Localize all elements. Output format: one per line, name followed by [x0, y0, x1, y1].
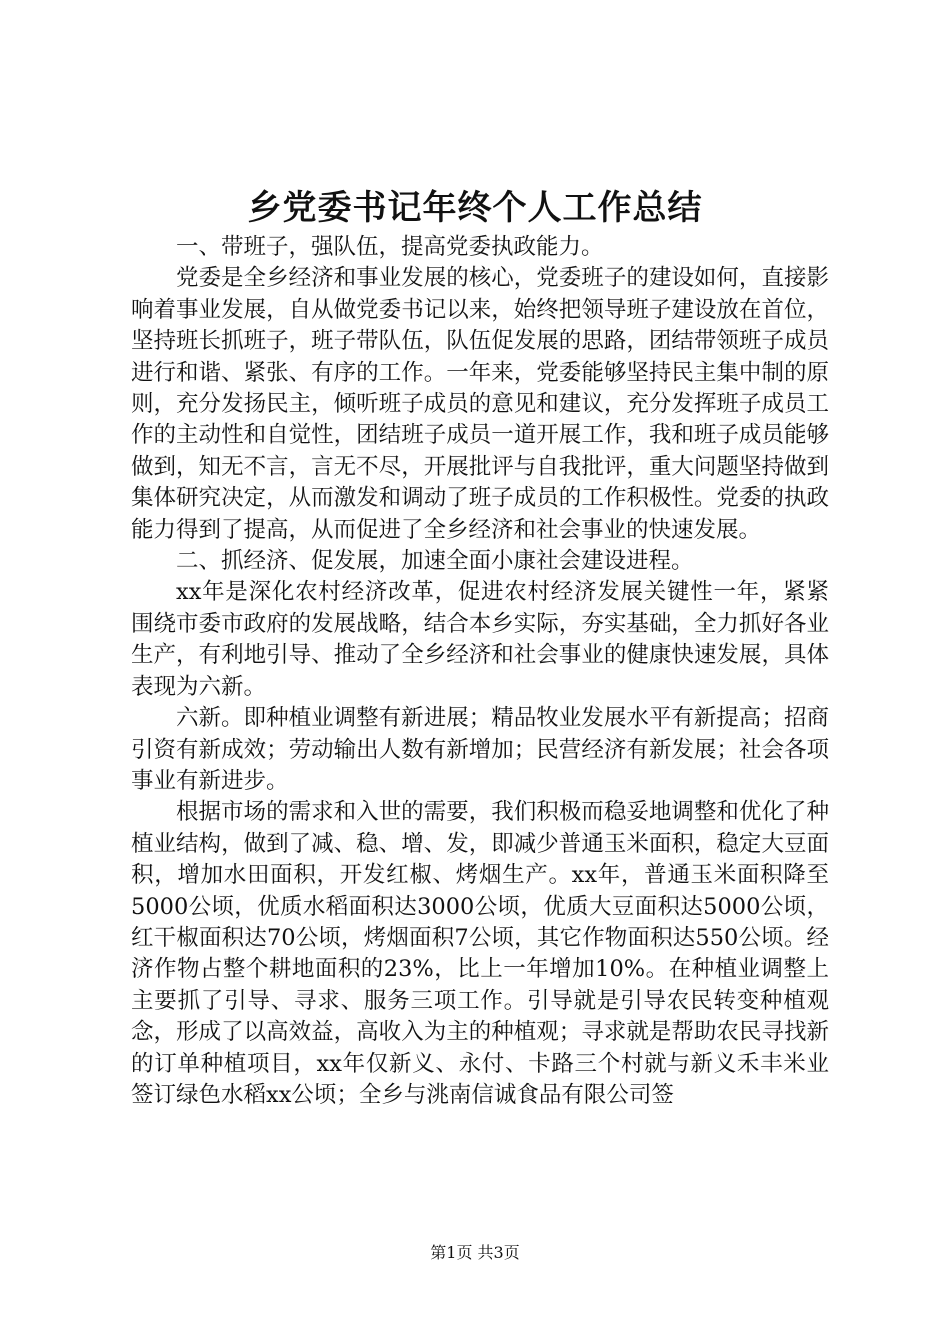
- body-paragraph: 六新。即种植业调整有新进展；精品牧业发展水平有新提高；招商引资有新成效；劳动输出人数有新增加；民营经济有新发展；社会各项事业有新进步。: [131, 705, 829, 794]
- body-paragraph: 根据市场的需求和入世的需要，我们积极而稳妥地调整和优化了种植业结构，做到了减、稳、增、发，即减少普通玉米面积，稳定大豆面积，增加水田面积，开发红椒、烤烟生产。xx年，普通玉米面积降至5000公顷，优质水稻面积达3000公顷，优质大豆面积达5000公顷，红干椒面积达70公顷，烤烟面积7公顷，其它作物面积达550公顷。经济作物占整个耕地面积的23%，比上一年增加10%。在种植业调整上主要抓了引导、寻求、服务三项工作。引导就是引导农民转变种植观念，形成了以高效益，高收入为主的种植观；寻求就是帮助农民寻找新的订单种植项目，xx年仅新义、永付、卡路三个村就与新义禾丰米业签订绿色水稻xx公顷；全乡与洮南信诚食品有限公司签: [131, 799, 829, 1108]
- body-paragraph: 党委是全乡经济和事业发展的核心，党委班子的建设如何，直接影响着事业发展，自从做党委书记以来，始终把领导班子建设放在首位，坚持班长抓班子，班子带队伍，队伍促发展的思路，团结带领班子成员进行和谐、紧张、有序的工作。一年来，党委能够坚持民主集中制的原则，充分发扬民主，倾听班子成员的意见和建议，充分发挥班子成员工作的主动性和自觉性，团结班子成员一道开展工作，我和班子成员能够做到，知无不言，言无不尽，开展批评与自我批评，重大问题坚持做到集体研究决定，从而激发和调动了班子成员的工作积极性。党委的执政能力得到了提高，从而促进了全乡经济和社会事业的快速发展。: [131, 265, 829, 543]
- body-paragraph: xx年是深化农村经济改革，促进农村经济发展关键性一年，紧紧围绕市委市政府的发展战略，结合本乡实际，夯实基础，全力抓好各业生产，有利地引导、推动了全乡经济和社会事业的健康快速发展，具体表现为六新。: [131, 579, 829, 700]
- section-heading-1: 一、带班子，强队伍，提高党委执政能力。: [176, 234, 604, 260]
- page-number-footer: 第1页 共3页: [430, 1243, 520, 1262]
- document-body: [131, 232, 829, 1111]
- section-heading-2: 二、抓经济、促发展，加速全面小康社会建设进程。: [176, 548, 694, 575]
- document-title: 乡党委书记年终个人工作总结: [247, 188, 703, 228]
